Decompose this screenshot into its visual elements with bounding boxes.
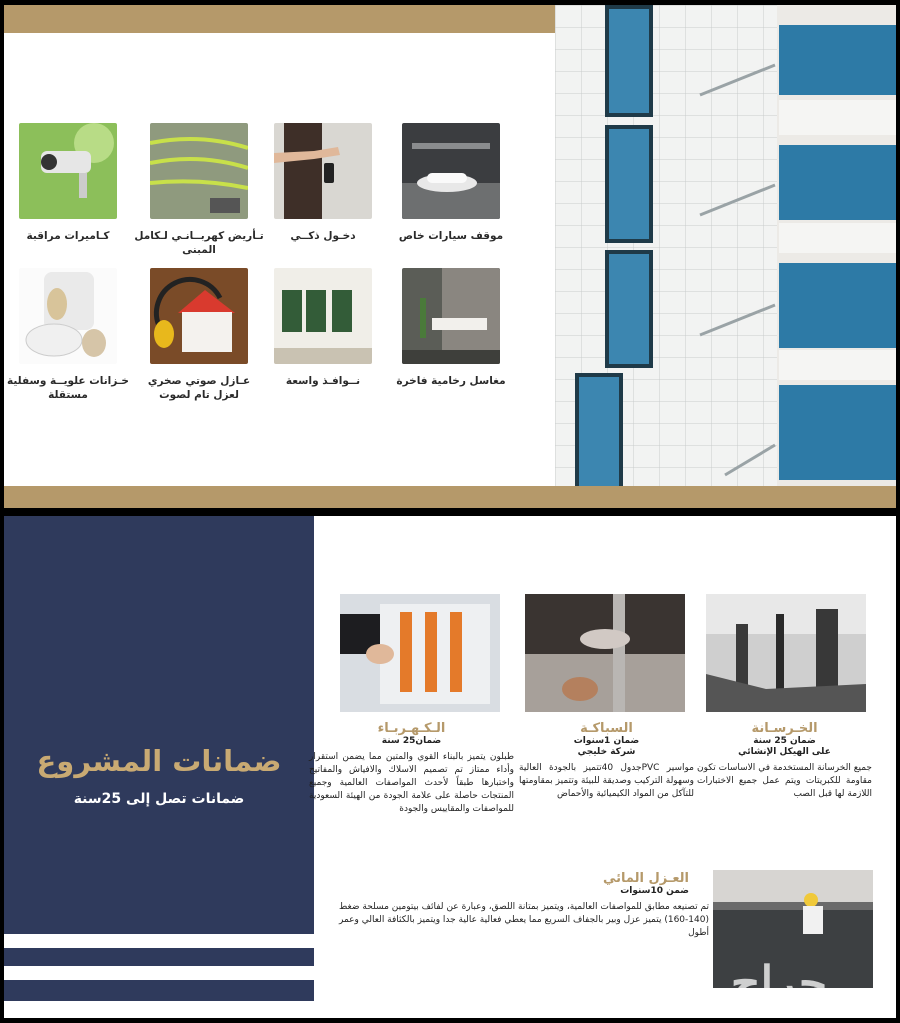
plumbing-provider: شركة خليجي	[577, 747, 636, 757]
features-page	[4, 5, 896, 508]
feature-label: كـاميرات مراقبة	[26, 230, 110, 242]
feature-marble-sink	[386, 268, 516, 388]
feature-sound-insulation	[134, 268, 264, 402]
feature-grounding	[134, 123, 264, 257]
concrete-duration: ضمان 25 سنة	[753, 736, 816, 746]
plumbing-duration: ضمان 1سنوات	[573, 736, 640, 746]
wide-windows-photo-icon	[274, 268, 372, 364]
concrete-scope: على الهيكل الإنشائي	[738, 747, 831, 757]
cctv-camera-photo-icon	[19, 123, 117, 219]
bottom-gold-bar	[4, 486, 896, 508]
feature-parking	[386, 123, 516, 243]
concrete-body: جميع الخرسانة المستخدمة في الاساسات تكون مقاومة للكبريتات ويتم عمل جميع الاختبارات اللازمة لها قبل الصب	[697, 763, 872, 799]
smart-entry-photo-icon	[274, 123, 372, 219]
marble-sink-photo-icon	[402, 268, 500, 364]
water-tanks-photo-icon	[19, 268, 117, 364]
feature-label: عـازل صوتي صخري لعزل تام لصوت	[147, 375, 251, 401]
electrical-grounding-photo-icon	[150, 123, 248, 219]
haraj-watermark-logo: حراج	[730, 956, 828, 1010]
electricity-body: طبلون يتميز بالبناء القوي والمتين مما يضمن استقرار وأداء ممتاز تم تصميم الاسلاك والافياش والمفاتيح واختبارها طبقاً لأحدث المواصفات العالمية وجميع المنتجات حاصلة على علامة الجودة من الهيئة السعودية للمواصفات والمقاييس والجودة	[309, 752, 514, 814]
concrete-photo	[706, 594, 866, 712]
concrete-guarantee	[697, 721, 872, 801]
guarantees-panel	[4, 516, 314, 1018]
waterproofing-guarantee	[339, 871, 709, 940]
concrete-heading: الخـرسـانة	[751, 721, 818, 736]
feature-smart-entry	[258, 123, 388, 243]
parking-photo-icon	[402, 123, 500, 219]
feature-label: نــوافـذ واسعة	[285, 375, 361, 387]
waterproofing-heading: العـزل المائي	[603, 871, 689, 886]
page-title: ضمانات المشروع	[36, 744, 282, 778]
electricity-photo	[340, 594, 500, 712]
feature-cctv	[4, 123, 133, 243]
panel-stripe	[4, 966, 314, 980]
building-facade-photo	[555, 5, 896, 486]
waterproofing-duration: ضمن 10سنوات	[620, 886, 689, 896]
plumbing-photo	[525, 594, 685, 712]
feature-wide-windows	[258, 268, 388, 388]
panel-stripe	[4, 1001, 314, 1018]
sound-insulation-photo-icon	[150, 268, 248, 364]
plumbing-heading: السباكـة	[580, 721, 633, 736]
top-gold-bar	[4, 5, 555, 33]
waterproofing-body: تم تصنيعه مطابق للمواصفات العالمية، ويتميز بمتانة اللصق، وعبارة عن لفائف بيتومين مسلحة ضغط (140-160) يتميز عزل وبير بالجفاف السريع مما يعطي فعالية عالية جدا ويتميز بالكثافة العالي وعمر أطول	[339, 902, 709, 938]
panel-stripe	[4, 934, 314, 948]
feature-water-tanks	[4, 268, 133, 402]
page-subtitle: ضمانات تصل إلى 25سنة	[73, 791, 245, 807]
feature-label: خـزانات علويــة وسفلية مستقلة	[7, 375, 129, 401]
electricity-heading: الـكـهـربـاء	[377, 721, 446, 736]
electricity-duration: ضمان25 سنة	[381, 736, 442, 746]
feature-label: مغاسل رخامية فاخرة	[396, 375, 506, 387]
feature-label: موقف سيارات خاص	[398, 230, 504, 242]
feature-label: تـأريض كهربــانـي لـكامل المبنى	[134, 230, 264, 256]
feature-label: دخـول ذكــي	[290, 230, 356, 242]
guarantees-page	[4, 516, 896, 1018]
plumbing-body: مواسير PVCجدول 40تتميز بالجودة العالية وسهولة التركيب وصديقة للبيئة وتتميز بمقاومتها للتآكل من المواد الكيميائية والأحماض	[519, 763, 694, 799]
plumbing-guarantee	[519, 721, 694, 801]
electricity-guarantee	[309, 721, 514, 816]
